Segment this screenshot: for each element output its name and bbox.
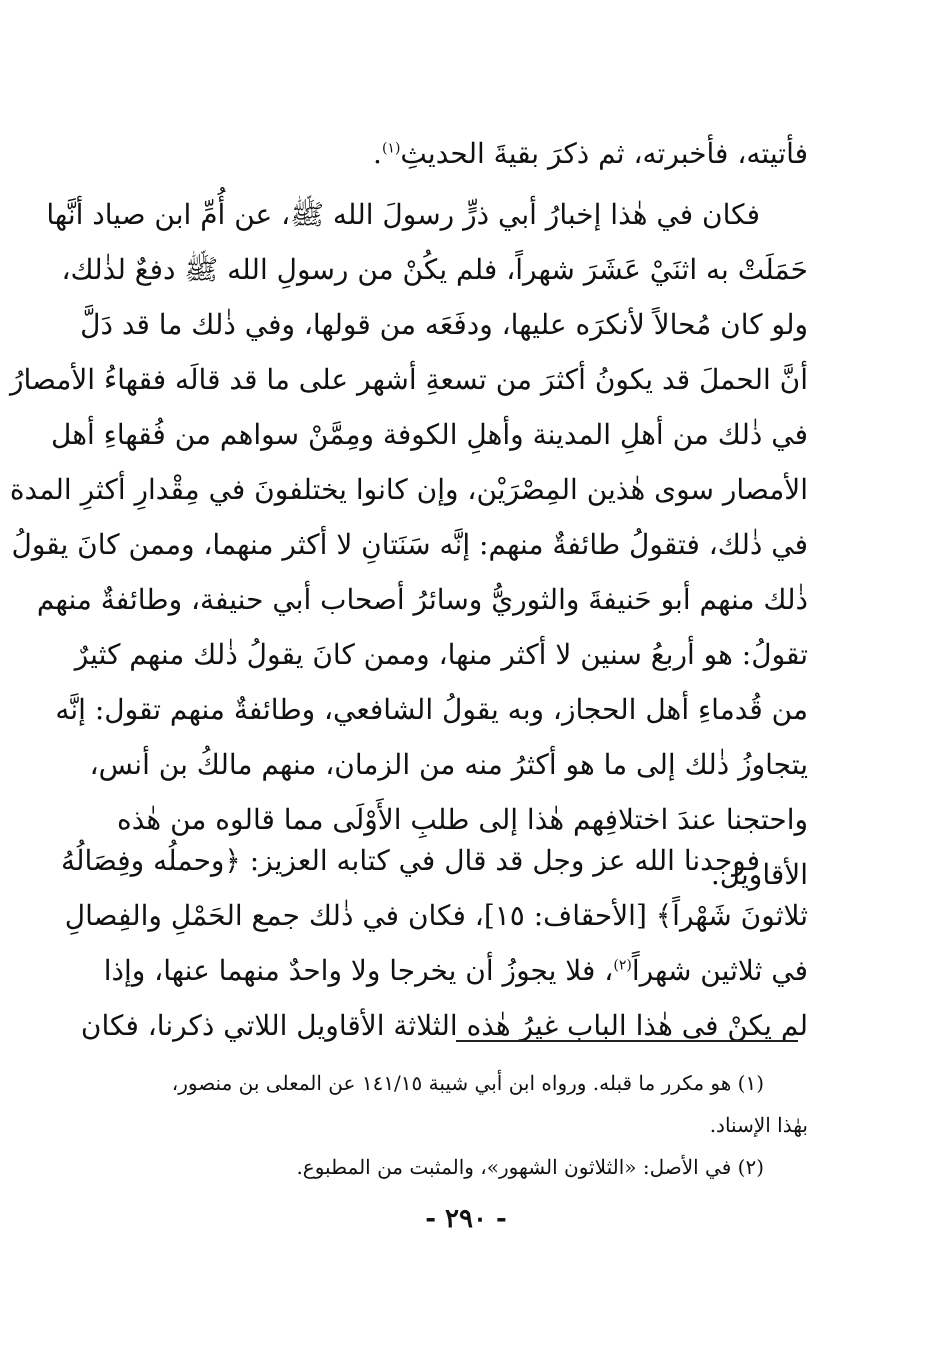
text-line-rest: ، فلا يجوزُ أن يخرجا ولا واحدٌ منهما عنها، وإذا: [103, 954, 614, 987]
footnote-ref-1[interactable]: (١): [381, 140, 401, 157]
text-line: فوجدنا الله عز وجل قد قال في كتابه العزيز: ﴿وحملُه وفِصَالُهُ: [60, 844, 760, 877]
footnote-1-line: بهٰذا الإسناد.: [709, 1113, 808, 1137]
page-number: - ٢٩٠ -: [425, 1204, 507, 1234]
footnote-divider: [456, 1040, 798, 1042]
text-line-content: في ثلاثين شهراً: [631, 954, 808, 987]
text-line: ولو كان مُحالاً لأنكرَه عليها، ودفَعَه من قولها، وفي ذٰلك ما قد دَلَّ: [80, 308, 808, 341]
footnote-2-line: (٢) في الأصل: «الثلاثون الشهور»، والمثبت من المطبوع.: [296, 1155, 764, 1179]
text-line: من قُدماءِ أهل الحجاز، وبه يقولُ الشافعي، وطائفةٌ منهم تقول: إنَّه: [55, 693, 808, 726]
text-line: الأمصار سوى هٰذين المِصْرَيْن، وإن كانوا يختلفونَ في مِقْدارِ أكثرِ المدة: [9, 473, 808, 506]
paragraph-2: [9, 187, 808, 902]
text-line-content: فأتيته، فأخبرته، ثم ذكرَ بقيةَ الحديثِ: [400, 137, 808, 170]
footnotes: [96, 1062, 808, 1188]
text-line: فكان في هٰذا إخبارُ أبي ذرٍّ رسولَ الله ﷺ، عن أُمِّ ابن صياد أنَّها: [46, 198, 760, 231]
text-line: في ذٰلك من أهلِ المدينة وأهلِ الكوفة ومِمَّنْ سواهم من فُقهاءِ أهل: [51, 418, 808, 451]
paragraph-1: [96, 126, 808, 181]
text-line: يتجاوزُ ذٰلك إلى ما هو أكثرُ منه من الزمان، منهم مالكُ بن أنس،: [89, 748, 808, 781]
text-line: أنَّ الحملَ قد يكونُ أكثرَ من تسعةِ أشهر على ما قد قالَه فقهاءُ الأمصارُ: [9, 363, 808, 396]
text-line: تقولُ: هو أربعُ سنين لا أكثر منها، وممن كانَ يقولُ ذٰلك منهم كثيرٌ: [74, 638, 808, 671]
footnote-1-line: (١) هو مكرر ما قبله. ورواه ابن أبي شيبة ١٤١/١٥ عن المعلى بن منصور،: [171, 1071, 764, 1095]
text-line: [96, 943, 808, 998]
text-line: ذٰلك منهم أبو حَنيفةَ والثوريُّ وسائرُ أصحاب أبي حنيفة، وطائفةٌ منهم: [36, 583, 808, 616]
text-line: في ذٰلك، فتقولُ طائفةٌ منهم: إنَّه سَنَتانِ لا أكثر منهما، وممن كانَ يقولُ: [11, 528, 808, 561]
footnote-ref-2[interactable]: (٢): [613, 957, 632, 974]
text-line: حَمَلَتْ به اثنَيْ عَشَرَ شهراً، فلم يكُنْ من رسولِ الله ﷺ دفعٌ لذٰلك،: [61, 253, 808, 286]
text-line: واحتجنا عندَ اختلافِهم هٰذا إلى طلبِ الأَوْلَى مما قالوه من هٰذه: [117, 803, 808, 836]
text-line: لم يكنْ في هٰذا الباب غيرُ هٰذه الثلاثة الأقاويل اللاتي ذكرنا، فكان: [80, 1009, 808, 1042]
paragraph-3: [60, 833, 808, 1053]
text-line: [96, 126, 808, 181]
text-line: ثلاثونَ شَهْراً﴾ [الأحقاف: ١٥]، فكان في ذٰلك جمع الحَمْلِ والفِصالِ: [64, 899, 808, 932]
text-line-end: .: [373, 137, 382, 170]
text-line: الأقاويل.: [710, 858, 808, 891]
